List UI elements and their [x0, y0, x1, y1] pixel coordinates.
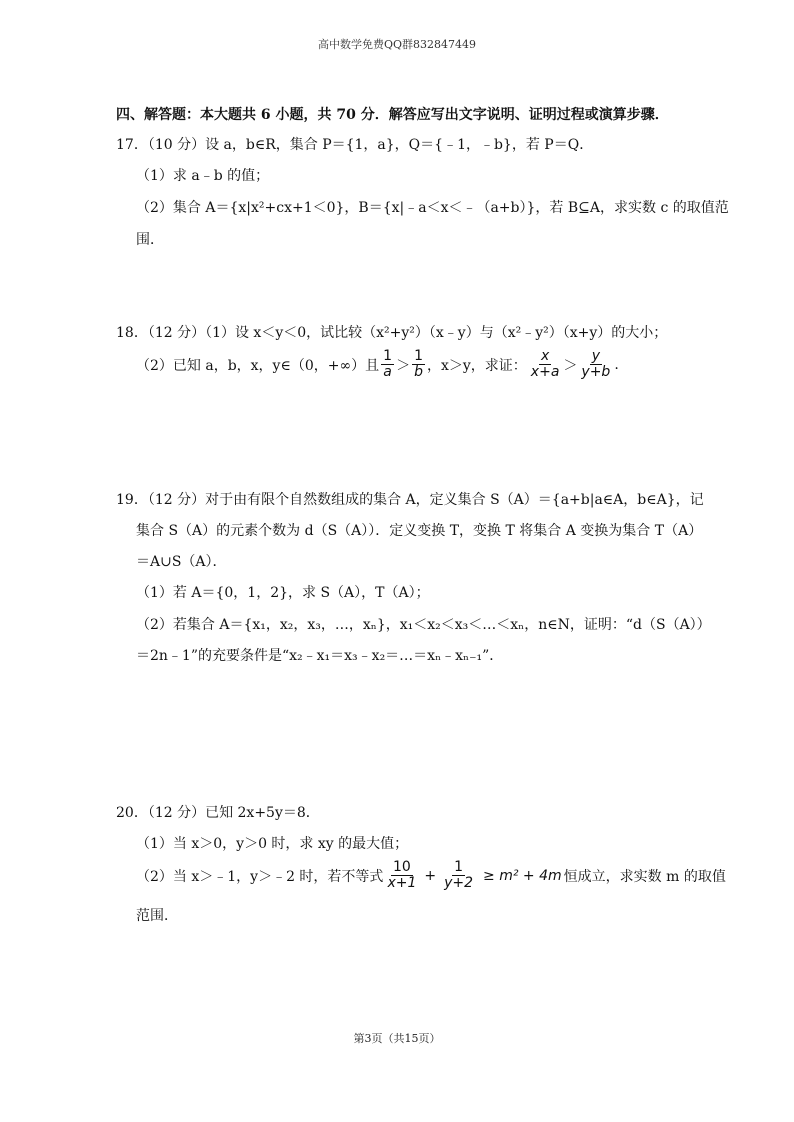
section-title: 四、解答题：本大题共 6 小题，共 70 分．解答应写出文字说明、证明过程或演算步骤．	[116, 107, 669, 123]
q18-part2	[136, 349, 619, 380]
fraction-x-over-x-plus-a: $\frac{x}{x+a}$	[530, 348, 560, 380]
q19-stem-line3: ＝A∪S（A）．	[136, 554, 227, 570]
q19-part2-cont: ＝2n﹣1”的充要条件是“x₂﹣x₁＝x₃﹣x₂＝…＝xₙ﹣xₙ₋₁”．	[136, 648, 504, 664]
page-number-footer: 第3页（共15页）	[353, 1032, 441, 1045]
q17-part1: （1）求 a﹣b 的值；	[136, 168, 270, 184]
q17-part2: （2）集合 A＝{x|x²+cx+1＜0}，B＝{x|﹣a＜x＜﹣（a+b）}，若 B⊆A，求实数 c 的取值范	[136, 200, 729, 216]
q20-part2-cont: 范围．	[136, 908, 178, 924]
page-header-watermark: 高中数学免费QQ群832847449	[317, 38, 477, 51]
q19-stem-line2: 集合 S（A）的元素个数为 d（S（A））．定义变换 T，变换 T 将集合 A 变换为集合 T（A）	[136, 523, 703, 539]
inequality-expression: ≥ m² + 4m	[483, 867, 562, 884]
q19-part2: （2）若集合 A＝{x₁，x₂，x₃，…，xₙ}，x₁＜x₂＜x₃＜…＜xₙ，n∈N，证明：“d（S（A））	[136, 617, 711, 633]
fraction-y-over-y-plus-b: $\frac{y}{y+b}$	[581, 348, 611, 380]
greater-sign: ＞	[396, 357, 411, 374]
q20-part2-prefix: （2）当 x＞﹣1，y＞﹣2 时，若不等式	[136, 868, 384, 885]
q20-stem: 20．（12 分）已知 2x+5y＝8．	[116, 805, 320, 821]
q20-part1: （1）当 x＞0，y＞0 时，求 xy 的最大值；	[136, 836, 409, 852]
fraction-one-over-a: $\frac{1}{a}$	[383, 348, 393, 380]
fraction-one-over-y-plus-2: $\frac{1}{y+2}$	[444, 859, 474, 891]
fraction-ten-over-x-plus-1: $\frac{10}{x+1}$	[387, 859, 417, 891]
greater-sign: ＞	[563, 357, 578, 374]
q19-part1: （1）若 A＝{0，1，2}，求 S（A），T（A）；	[136, 585, 430, 601]
q17-part2-cont: 围．	[136, 232, 164, 248]
plus-sign: +	[424, 867, 437, 884]
q17-stem: 17．（10 分）设 a，b∈R，集合 P＝{1，a}，Q＝{﹣1，﹣b}，若 P＝Q．	[116, 137, 594, 153]
q20-part2-end: 恒成立，求实数 m 的取值	[563, 868, 726, 885]
fraction-one-over-b: $\frac{1}{b}$	[414, 348, 423, 380]
q18-stem: 18．（12 分）（1）设 x＜y＜0，试比较（x²+y²）（x﹣y）与（x²﹣y²）（x+y）的大小；	[116, 325, 668, 341]
q18-part2-middle: ，x＞y，求证：	[426, 357, 527, 374]
q18-part2-prefix: （2）已知 a，b，x，y∈（0，+∞）且	[136, 357, 380, 374]
q20-part2	[136, 860, 726, 891]
q18-part2-end: .	[614, 356, 619, 373]
q19-stem-line1: 19．（12 分）对于由有限个自然数组成的集合 A，定义集合 S（A）＝{a+b|a∈A，b∈A}，记	[116, 492, 704, 508]
